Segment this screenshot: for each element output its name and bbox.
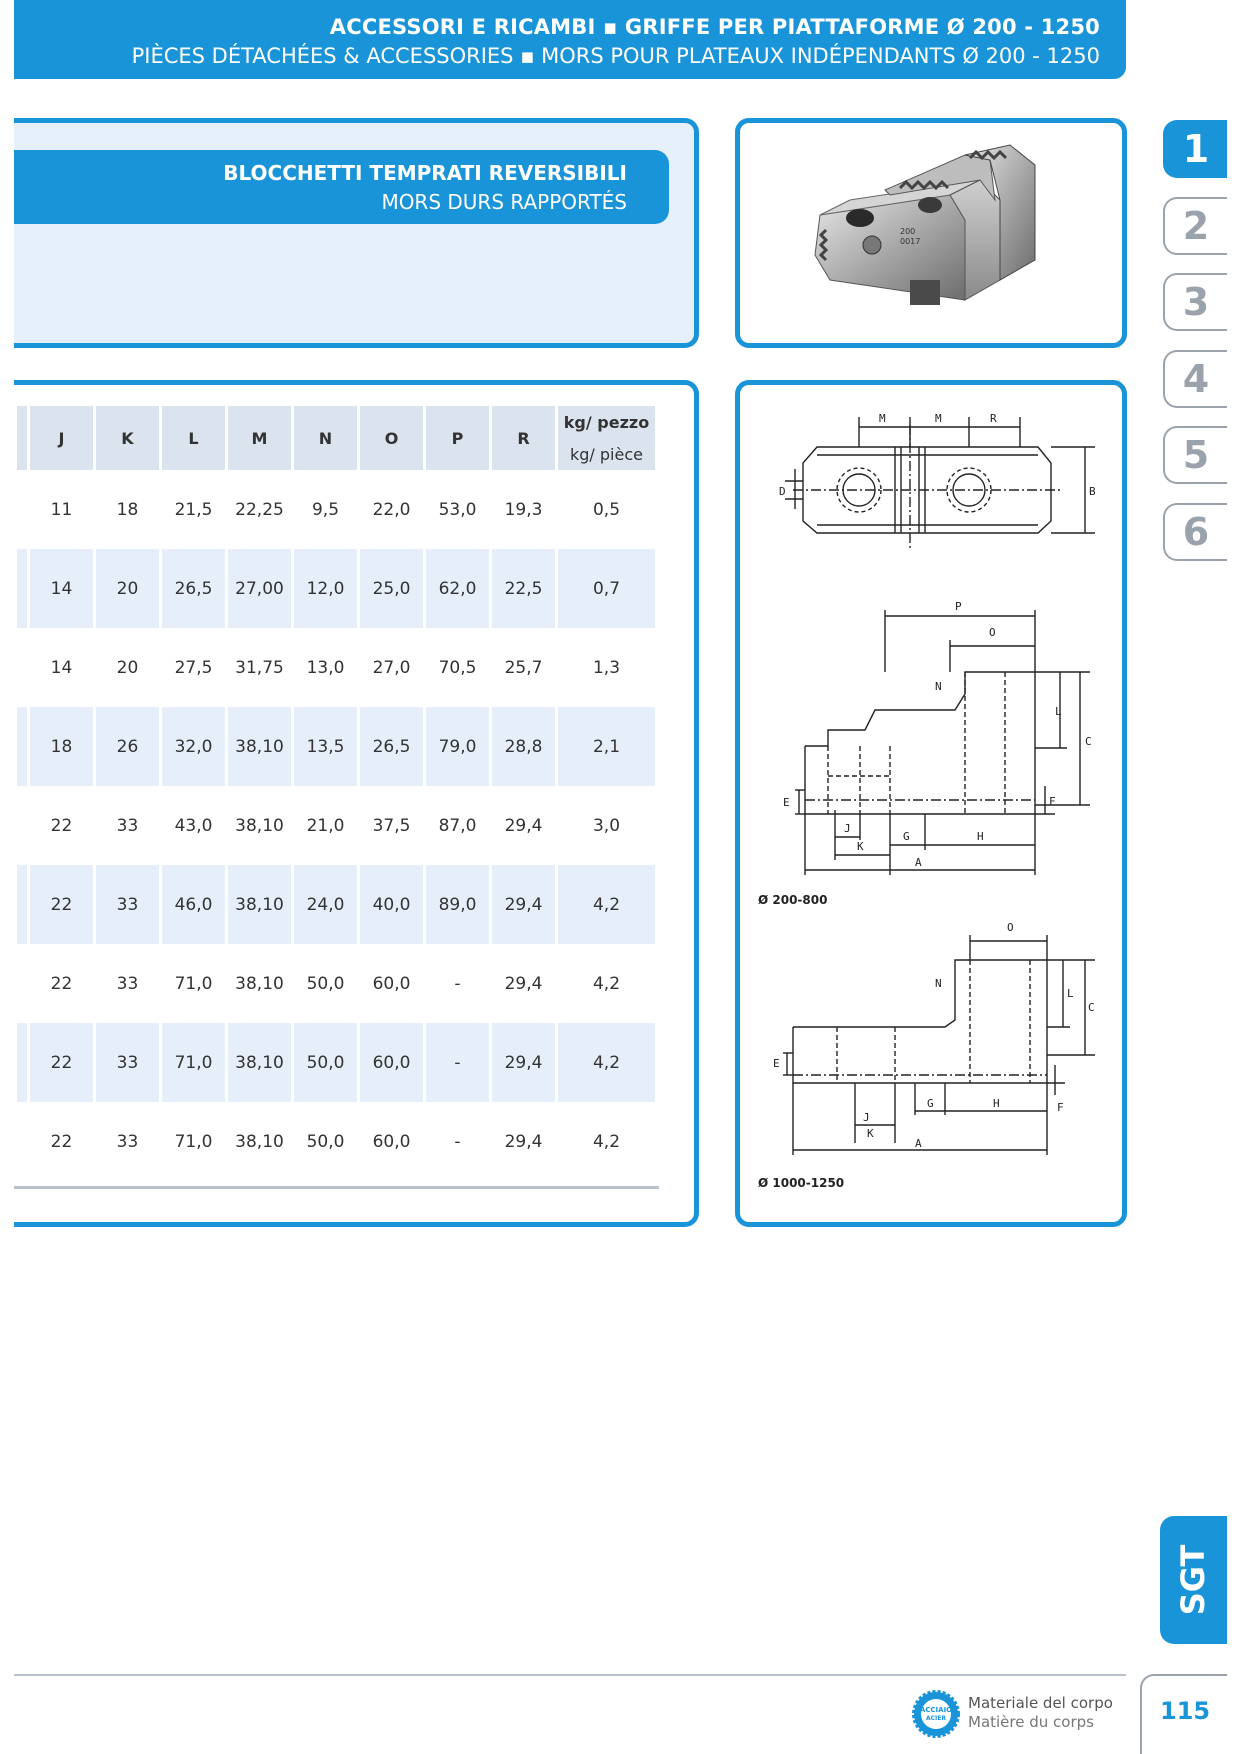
col-header-kg-it: kg/ pezzo (558, 406, 655, 438)
table-cell: 22,0 (372, 499, 411, 520)
table-stub-cell (17, 1023, 27, 1102)
table-cell: 33 (96, 865, 159, 944)
photo-mark-2: 0017 (900, 237, 921, 246)
product-photo (790, 140, 1080, 320)
table-cell: 26 (96, 707, 159, 786)
table-row (17, 1023, 655, 1102)
col-header: N (294, 406, 357, 470)
table-cell: 4,2 (592, 1131, 621, 1152)
table-cell: 22,5 (492, 549, 555, 628)
dim-e-2: E (773, 1057, 780, 1070)
svg-text:ACCIAIO: ACCIAIO (919, 1706, 953, 1714)
table-cell: 50,0 (306, 973, 345, 994)
table-cell: 38,10 (228, 1023, 291, 1102)
table-cell: 28,8 (492, 707, 555, 786)
dim-b: B (1089, 485, 1096, 498)
dim-o-2: O (1007, 921, 1014, 934)
chapter-tab-6[interactable]: 6 (1163, 503, 1227, 561)
table-cell: 14 (50, 657, 73, 678)
dim-n: N (935, 680, 942, 693)
table-cell: - (426, 1023, 489, 1102)
table-cell: 62,0 (426, 549, 489, 628)
table-row (17, 786, 655, 865)
table-cell: 0,7 (558, 549, 655, 628)
page-number: 115 (1160, 1697, 1211, 1725)
chapter-tab-2[interactable]: 2 (1163, 197, 1227, 255)
dim-j-2: J (863, 1111, 870, 1124)
table-cell: 1,3 (592, 657, 621, 678)
table-cell: 9,5 (311, 499, 340, 520)
table-cell: 18 (30, 707, 93, 786)
dim-p: P (955, 600, 962, 613)
header-title-it: ACCESSORI E RICAMBI ▪ GRIFFE PER PIATTAFORME Ø 200 - 1250 (329, 15, 1100, 39)
table-cell: 87,0 (438, 815, 477, 836)
table-cell: 19,3 (504, 499, 543, 520)
table-cell: 38,10 (235, 973, 284, 994)
table-cell: 24,0 (294, 865, 357, 944)
table-cell: 50,0 (306, 1131, 345, 1152)
dim-r: R (990, 412, 997, 425)
section-title-fr: MORS DURS RAPPORTÉS (381, 190, 627, 214)
col-header: P (426, 406, 489, 470)
table-row (17, 1102, 655, 1181)
table-cell: 27,5 (174, 657, 213, 678)
table-cell: 29,4 (504, 815, 543, 836)
table-stub-cell (17, 786, 27, 865)
spec-table (14, 406, 658, 1181)
dim-o: O (989, 626, 996, 639)
table-cell: 29,4 (504, 973, 543, 994)
table-stub-header (17, 406, 27, 470)
table-cell: 53,0 (438, 499, 477, 520)
header-title-fr: PIÈCES DÉTACHÉES & ACCESSORIES ▪ MORS POUR PLATEAUX INDÉPENDANTS Ø 200 - 1250 (131, 44, 1100, 68)
table-cell: 38,10 (235, 1131, 284, 1152)
section-side-label: SGT (1174, 1544, 1212, 1616)
dim-g-2: G (927, 1097, 934, 1110)
dim-j: J (844, 822, 851, 835)
col-header-kg-fr: kg/ pièce (558, 438, 655, 470)
table-stub-cell (17, 944, 27, 1023)
table-row (17, 470, 655, 549)
table-cell: 38,10 (235, 815, 284, 836)
table-cell: 22,25 (235, 499, 284, 520)
dim-l: L (1055, 705, 1062, 718)
table-cell: 60,0 (372, 973, 411, 994)
svg-text:ACIER: ACIER (926, 1715, 946, 1722)
table-cell: 11 (50, 499, 73, 520)
table-stub-cell (17, 865, 27, 944)
table-cell: 40,0 (360, 865, 423, 944)
table-cell: 22 (50, 1131, 73, 1152)
table-cell: 21,0 (306, 815, 345, 836)
table-cell: 33 (116, 1131, 139, 1152)
table-cell: 29,4 (492, 865, 555, 944)
table-cell: 29,4 (504, 1131, 543, 1152)
dim-l-2: L (1067, 987, 1074, 1000)
table-stub-cell (17, 549, 27, 628)
table-cell: 27,0 (372, 657, 411, 678)
table-cell: 31,75 (235, 657, 284, 678)
table-bottom-rule (14, 1186, 659, 1189)
table-cell: 22 (30, 1023, 93, 1102)
dim-f-2: F (1057, 1101, 1064, 1114)
dim-n-2: N (935, 977, 942, 990)
dim-d: D (779, 485, 786, 498)
table-cell: 25,0 (360, 549, 423, 628)
dim-e: E (783, 796, 790, 809)
table-cell: 3,0 (592, 815, 621, 836)
table-row (17, 707, 655, 786)
dim-k: K (857, 840, 864, 853)
table-cell: 38,10 (228, 707, 291, 786)
table-cell: 70,5 (438, 657, 477, 678)
table-row (17, 628, 655, 707)
table-cell: 13,5 (294, 707, 357, 786)
table-cell: 26,5 (162, 549, 225, 628)
chapter-tab-3[interactable]: 3 (1163, 273, 1227, 331)
table-cell: 29,4 (492, 1023, 555, 1102)
footer-rule (14, 1674, 1126, 1676)
table-cell: 32,0 (162, 707, 225, 786)
table-cell: 33 (116, 815, 139, 836)
section-title-it: BLOCCHETTI TEMPRATI REVERSIBILI (223, 161, 627, 185)
table-cell: 26,5 (360, 707, 423, 786)
dim-h-2: H (993, 1097, 1000, 1110)
col-header: O (360, 406, 423, 470)
dim-c: C (1085, 735, 1092, 748)
table-row (17, 944, 655, 1023)
table-cell: 2,1 (558, 707, 655, 786)
table-stub-cell (17, 628, 27, 707)
acciaio-logo (912, 1690, 960, 1738)
table-cell: 79,0 (426, 707, 489, 786)
dim-a: A (915, 856, 922, 869)
dim-h: H (977, 830, 984, 843)
table-cell: 37,5 (372, 815, 411, 836)
table-cell: 21,5 (174, 499, 213, 520)
material-fr: Matière du corps (968, 1713, 1094, 1731)
dim-g: G (903, 830, 910, 843)
page-header (14, 0, 1126, 79)
col-header: L (162, 406, 225, 470)
table-stub-cell (17, 707, 27, 786)
table-cell: 38,10 (228, 865, 291, 944)
table-cell: 50,0 (294, 1023, 357, 1102)
table-cell: 27,00 (228, 549, 291, 628)
chapter-tab-5[interactable]: 5 (1163, 426, 1227, 484)
dim-c-2: C (1088, 1001, 1095, 1014)
table-cell: 4,2 (558, 865, 655, 944)
drawing-top-view (755, 405, 1100, 555)
chapter-tab-4[interactable]: 4 (1163, 350, 1227, 408)
table-cell: 33 (116, 973, 139, 994)
table-cell: 71,0 (174, 973, 213, 994)
table-row (17, 865, 655, 944)
dim-m2: M (935, 412, 942, 425)
section-title (14, 150, 669, 224)
dim-m1: M (879, 412, 886, 425)
table-cell: 18 (116, 499, 139, 520)
table-cell: 60,0 (360, 1023, 423, 1102)
table-cell: 33 (96, 1023, 159, 1102)
table-stub-cell (17, 1102, 27, 1181)
photo-mark-1: 200 (900, 227, 916, 236)
table-cell: 22 (50, 973, 73, 994)
table-cell: 12,0 (294, 549, 357, 628)
table-cell: 46,0 (162, 865, 225, 944)
section-side-tab[interactable] (1160, 1516, 1227, 1644)
dim-f: F (1049, 795, 1056, 808)
table-row (17, 549, 655, 628)
table-cell: 4,2 (558, 1023, 655, 1102)
dim-k-2: K (867, 1127, 874, 1140)
dim-a-2: A (915, 1137, 922, 1150)
col-header: K (96, 406, 159, 470)
table-cell: 60,0 (372, 1131, 411, 1152)
table-cell: 0,5 (592, 499, 621, 520)
col-header: J (30, 406, 93, 470)
table-cell: 25,7 (504, 657, 543, 678)
material-it: Materiale del corpo (968, 1694, 1113, 1712)
drawing-caption-1: Ø 200-800 (758, 893, 828, 907)
table-cell: 4,2 (592, 973, 621, 994)
table-cell: - (454, 973, 461, 994)
drawing-side-view-1 (755, 600, 1100, 890)
table-stub-cell (17, 470, 27, 549)
table-cell: 22 (50, 815, 73, 836)
table-cell: 22 (30, 865, 93, 944)
col-header: R (492, 406, 555, 470)
table-cell: 71,0 (162, 1023, 225, 1102)
table-cell: - (454, 1131, 461, 1152)
table-cell: 89,0 (426, 865, 489, 944)
table-cell: 14 (30, 549, 93, 628)
drawing-caption-2: Ø 1000-1250 (758, 1176, 845, 1190)
chapter-tab-1[interactable]: 1 (1163, 120, 1227, 178)
table-cell: 43,0 (174, 815, 213, 836)
table-cell: 71,0 (174, 1131, 213, 1152)
col-header: M (228, 406, 291, 470)
table-cell: 13,0 (306, 657, 345, 678)
drawing-side-view-2 (755, 915, 1100, 1170)
table-cell: 20 (96, 549, 159, 628)
table-cell: 20 (116, 657, 139, 678)
